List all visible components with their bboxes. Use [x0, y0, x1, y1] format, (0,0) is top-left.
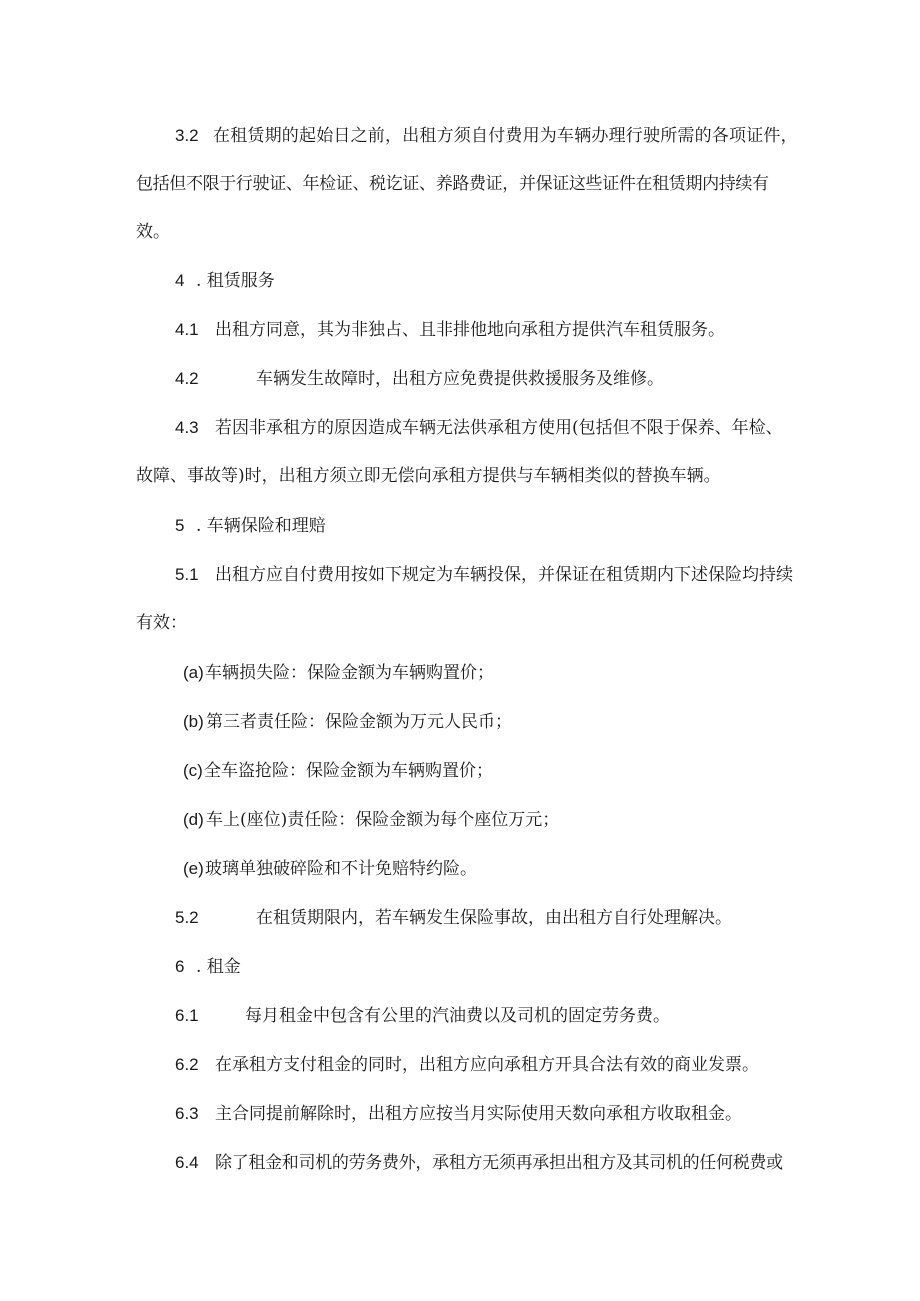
clause-text: 出租方同意，其为非独占、且非排他地向承租方提供汽车租赁服务。 — [215, 320, 725, 340]
clause-text: 出租方应自付费用按如下规定为车辆投保，并保证在租赁期内下述保险均持续 — [215, 565, 793, 585]
list-item-text: 车辆损失险：保险金额为车辆购置价； — [205, 663, 494, 683]
clause-number: 5.2 — [175, 908, 199, 927]
clause-text: 有效： — [136, 613, 187, 633]
clause-text: 效。 — [136, 222, 170, 242]
list-item-marker: (b) — [183, 712, 204, 731]
list-item-text: 全车盗抢险：保险金额为车辆购置价； — [204, 761, 493, 781]
clause-number: 6.4 — [175, 1153, 199, 1172]
clause-text: 主合同提前解除时，出租方应按当月实际使用天数向承租方收取租金。 — [215, 1104, 742, 1124]
section-number: 4 — [175, 271, 185, 290]
list-item-text: 玻璃单独破碎险和不计免赔特约险。 — [205, 859, 477, 879]
list-item-marker: (a) — [183, 663, 204, 682]
clause-number: 3.2 — [175, 126, 199, 145]
list-item-text: 第三者责任险：保险金额为万元人民币； — [206, 712, 512, 732]
clause-text: 若因非承租方的原因造成车辆无法供承租方使用(包括但不限于保养、年检、 — [215, 418, 783, 438]
list-item-marker: (d) — [183, 810, 204, 829]
section-title: . 车辆保险和理赔 — [196, 516, 326, 536]
clause-number: 4.2 — [175, 369, 199, 388]
section-number: 5 — [175, 516, 185, 535]
section-title: . 租赁服务 — [196, 271, 275, 291]
clause-text: 在租赁期限内，若车辆发生保险事故，由出租方自行处理解决。 — [256, 908, 732, 928]
list-item-text: 车上(座位)责任险：保险金额为每个座位万元； — [206, 810, 560, 830]
clause-text: 在租赁期的起始日之前，出租方须自付费用为车辆办理行驶所需的各项证件， — [213, 126, 798, 146]
clause-text: 在承租方支付租金的同时，出租方应向承租方开具合法有效的商业发票。 — [215, 1055, 759, 1075]
clause-text: 故障、事故等)时，出租方须立即无偿向承租方提供与车辆相类似的替换车辆。 — [136, 466, 721, 486]
section-number: 6 — [175, 957, 185, 976]
list-item-marker: (e) — [183, 859, 204, 878]
clause-number: 5.1 — [175, 565, 199, 584]
clause-text: 除了租金和司机的劳务费外，承租方无须再承担出租方及其司机的任何税费或 — [215, 1153, 783, 1173]
section-title: . 租金 — [196, 957, 241, 977]
clause-number: 4.1 — [175, 320, 199, 339]
clause-number: 6.1 — [175, 1006, 199, 1025]
clause-text: 车辆发生故障时，出租方应免费提供救援服务及维修。 — [256, 369, 664, 389]
clause-number: 6.3 — [175, 1104, 199, 1123]
list-item-marker: (c) — [183, 761, 203, 780]
clause-number: 4.3 — [175, 418, 199, 437]
clause-number: 6.2 — [175, 1055, 199, 1074]
clause-text: 每月租金中包含有公里的汽油费以及司机的固定劳务费。 — [245, 1006, 670, 1026]
clause-text: 包括但不限于行驶证、年检证、税讫证、养路费证，并保证这些证件在租赁期内持续有 — [136, 174, 769, 194]
